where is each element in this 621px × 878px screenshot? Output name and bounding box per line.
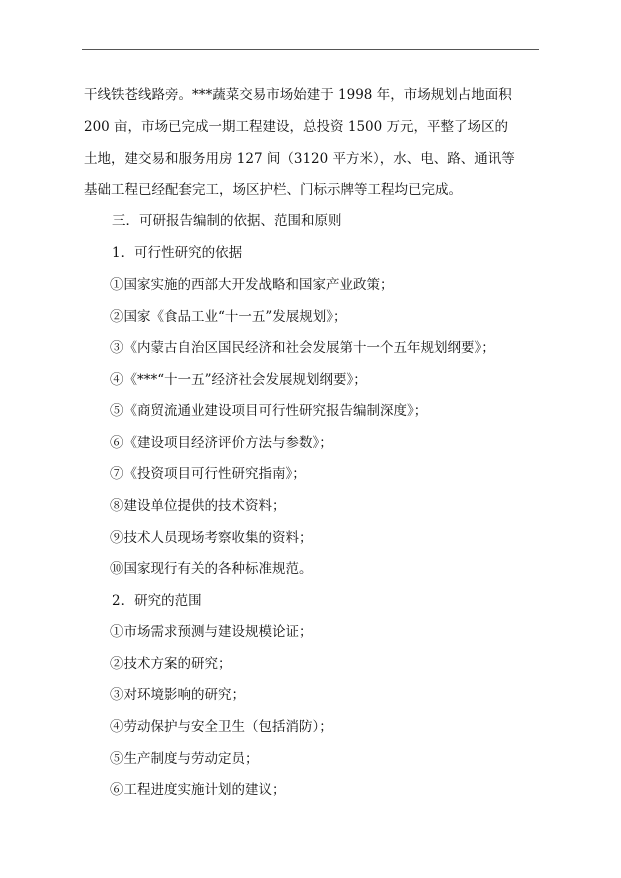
scope-list-item: ②技术方案的研究； — [110, 656, 232, 672]
section-heading: 三．可研报告编制的依据、范围和原则 — [112, 213, 342, 229]
paragraph-line: 基础工程已经配套完工，场区护栏、门标示牌等工程均已完成。 — [84, 182, 462, 198]
paragraph-line: 200 亩，市场已完成一期工程建设，总投资 1500 万元，平整了场区的 — [84, 119, 508, 135]
scope-list-item: ①市场需求预测与建设规模论证； — [110, 624, 313, 640]
paragraph-line: 干线铁苍线路旁。***蔬菜交易市场始建于 1998 年，市场规划占地面积 — [84, 87, 512, 103]
basis-list-item: ④《***“十一五”经济社会发展规划纲要》； — [110, 372, 367, 388]
basis-list-item: ②国家《食品工业“十一五”发展规划》； — [110, 309, 347, 325]
basis-list-item: ⑨技术人员现场考察收集的资料； — [110, 530, 313, 546]
basis-list-item: ⑩国家现行有关的各种标准规范。 — [110, 561, 313, 577]
basis-list-item: ⑧建设单位提供的技术资料； — [110, 498, 286, 514]
header-rule — [82, 49, 539, 50]
subsection-heading-basis: 1．可行性研究的依据 — [112, 245, 243, 261]
scope-list-item: ④劳动保护与安全卫生（包括消防）； — [110, 719, 333, 735]
basis-list-item: ⑦《投资项目可行性研究指南》； — [110, 466, 306, 482]
subsection-heading-scope: 2．研究的范围 — [112, 593, 202, 609]
basis-list-item: ③《内蒙古自治区国民经济和社会发展第十一个五年规划纲要》； — [110, 340, 495, 356]
basis-list-item: ⑥《建设项目经济评价方法与参数》； — [110, 435, 333, 451]
paragraph-line: 土地，建交易和服务用房 127 间（3120 平方米），水、电、路、通讯等 — [84, 151, 515, 167]
scope-list-item: ⑤生产制度与劳动定员； — [110, 751, 259, 767]
basis-list-item: ①国家实施的西部大开发战略和国家产业政策； — [110, 277, 394, 293]
basis-list-item: ⑤《商贸流通业建设项目可行性研究报告编制深度》； — [110, 403, 428, 419]
scope-list-item: ③对环境影响的研究； — [110, 687, 245, 703]
scope-list-item: ⑥工程进度实施计划的建议； — [110, 782, 286, 798]
